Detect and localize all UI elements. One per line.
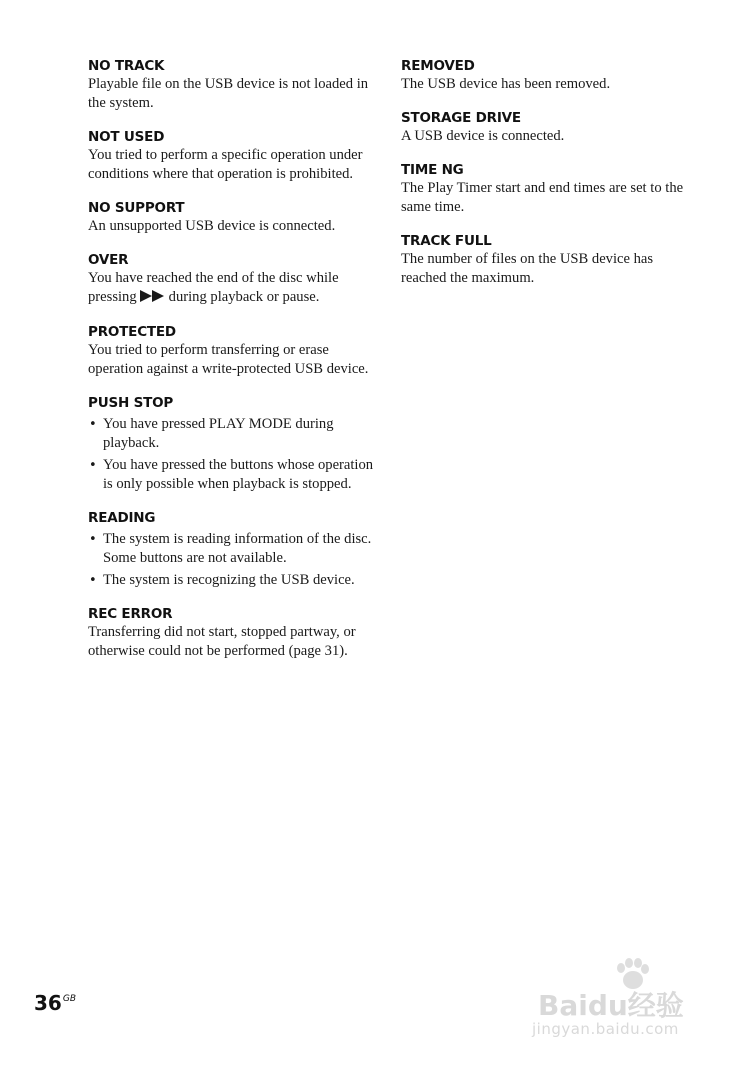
entry-no-track <box>88 57 378 113</box>
page-number-suffix: GB <box>62 994 76 1004</box>
bullet-icon: • <box>89 532 97 547</box>
list-item: • You have pressed the buttons whose operation is only possible when playback is stopped. <box>89 457 374 492</box>
term-heading: REC ERROR <box>88 606 173 622</box>
term-description: An unsupported USB device is connected. <box>88 218 336 234</box>
watermark <box>532 958 722 1050</box>
entry-reading <box>88 509 378 590</box>
list-item: • The system is recognizing the USB device. <box>89 572 355 588</box>
term-heading: OVER <box>88 252 129 268</box>
bullet-icon: • <box>89 458 97 473</box>
term-heading: PUSH STOP <box>88 395 174 411</box>
entry-push-stop <box>88 394 378 494</box>
term-heading: NO SUPPORT <box>88 200 185 216</box>
fast-forward-icon <box>140 289 166 308</box>
right-column <box>401 57 701 303</box>
left-column <box>88 57 378 676</box>
entry-protected <box>88 323 378 379</box>
entry-removed <box>401 57 701 94</box>
entry-no-support <box>88 199 378 236</box>
term-heading: NO TRACK <box>88 58 165 74</box>
term-heading: READING <box>88 510 156 526</box>
term-heading: REMOVED <box>401 58 475 74</box>
term-description <box>88 269 378 308</box>
term-heading: TIME NG <box>401 162 464 178</box>
entry-track-full <box>401 232 701 288</box>
page-number-value: 36 <box>34 991 62 1015</box>
term-description: The USB device has been removed. <box>401 76 611 92</box>
bullet-list <box>88 415 378 494</box>
entry-storage-drive <box>401 109 701 146</box>
bullet-icon: • <box>89 417 97 432</box>
entry-not-used <box>88 128 378 184</box>
term-description: A USB device is connected. <box>401 128 565 144</box>
desc-after-icon: during playback or pause. <box>168 289 320 305</box>
bullet-icon: • <box>89 573 97 588</box>
term-heading: NOT USED <box>88 129 165 145</box>
list-item: • The system is reading information of the disc. Some buttons are not available. <box>89 531 372 566</box>
term-description: Transferring did not start, stopped partway, or otherwise could not be performed (page 31). <box>88 624 356 659</box>
term-description: The number of files on the USB device has reached the maximum. <box>401 251 654 286</box>
desc-before-icon: You have reached the end of the disc while pressing <box>88 270 339 305</box>
entry-over <box>88 251 378 308</box>
term-description: You tried to perform transferring or erase operation against a write-protected USB device. <box>88 342 369 377</box>
entry-rec-error <box>88 605 378 661</box>
page-number <box>34 991 76 1015</box>
watermark-brand: Baidu经验 <box>538 989 684 1022</box>
term-heading: STORAGE DRIVE <box>401 110 521 126</box>
term-heading: PROTECTED <box>88 324 176 340</box>
entry-time-ng <box>401 161 701 217</box>
term-description: You tried to perform a specific operation under conditions where that operation is prohibited. <box>88 147 363 182</box>
bullet-list <box>88 530 378 590</box>
term-description: The Play Timer start and end times are set to the same time. <box>401 180 684 215</box>
term-description: Playable file on the USB device is not loaded in the system. <box>88 76 369 111</box>
term-heading: TRACK FULL <box>401 233 492 249</box>
list-item: • You have pressed PLAY MODE during playback. <box>89 416 334 451</box>
watermark-url: jingyan.baidu.com <box>532 1020 679 1038</box>
